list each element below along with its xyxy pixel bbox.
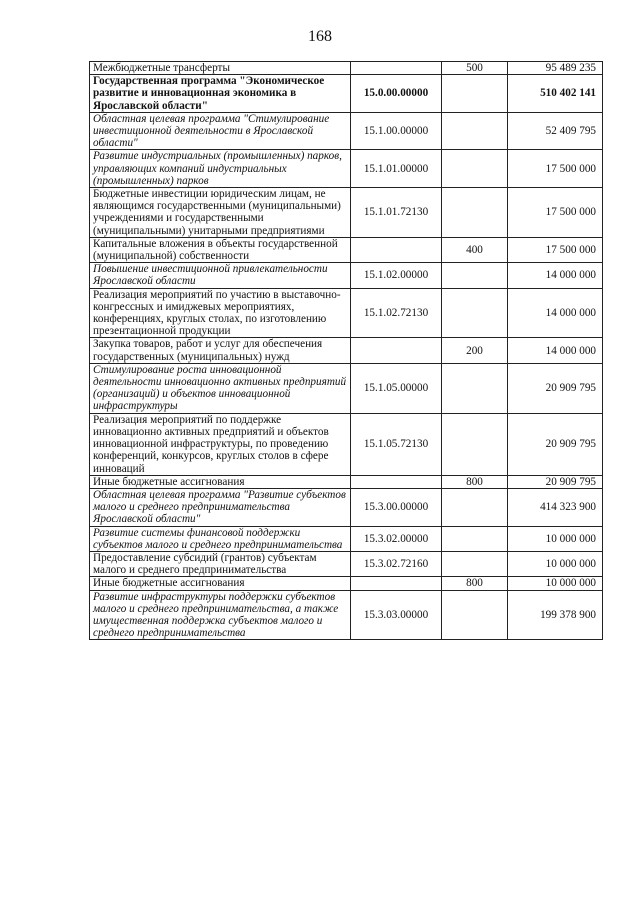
row-amount-cell: 20 909 795 [508, 475, 603, 488]
row-name-cell: Развитие системы финансовой поддержки субъектов малого и среднего предпринимательства [90, 526, 351, 551]
row-name-cell: Предоставление субсидий (грантов) субъектам малого и среднего предпринимательства [90, 551, 351, 576]
row-amount-cell: 510 402 141 [508, 75, 603, 113]
row-amount-cell: 10 000 000 [508, 577, 603, 590]
row-code-cell [351, 62, 442, 75]
row-code-cell: 15.3.02.72160 [351, 551, 442, 576]
table-row [90, 577, 603, 590]
row-amount-cell: 20 909 795 [508, 413, 603, 475]
row-name-cell: Повышение инвестиционной привлекательности Ярославской области [90, 263, 351, 288]
row-amount-cell: 414 323 900 [508, 488, 603, 526]
table-row [90, 62, 603, 75]
row-amount-cell: 199 378 900 [508, 590, 603, 640]
row-amount-cell: 10 000 000 [508, 526, 603, 551]
table-row [90, 112, 603, 150]
row-code-cell: 15.1.00.00000 [351, 112, 442, 150]
row-expense-type-cell: 400 [442, 237, 508, 262]
table-row [90, 75, 603, 113]
row-expense-type-cell [442, 75, 508, 113]
row-amount-cell: 14 000 000 [508, 338, 603, 363]
row-amount-cell: 17 500 000 [508, 150, 603, 188]
row-amount-cell: 52 409 795 [508, 112, 603, 150]
row-name-cell: Иные бюджетные ассигнования [90, 577, 351, 590]
table-row [90, 488, 603, 526]
row-amount-cell: 17 500 000 [508, 188, 603, 238]
row-expense-type-cell [442, 188, 508, 238]
row-name-cell: Закупка товаров, работ и услуг для обеспечения государственных (муниципальных) нужд [90, 338, 351, 363]
row-expense-type-cell: 800 [442, 577, 508, 590]
table-row [90, 475, 603, 488]
budget-table [89, 61, 603, 640]
row-expense-type-cell [442, 526, 508, 551]
row-expense-type-cell [442, 363, 508, 413]
row-code-cell [351, 237, 442, 262]
table-row [90, 363, 603, 413]
row-name-cell: Областная целевая программа "Стимулирование инвестиционной деятельности в Ярославской области" [90, 112, 351, 150]
row-expense-type-cell [442, 413, 508, 475]
row-name-cell: Стимулирование роста инновационной деятельности инновационно активных предприятий (организаций) и объектов инновационной инфраструктуры [90, 363, 351, 413]
table-row [90, 551, 603, 576]
row-expense-type-cell [442, 112, 508, 150]
row-code-cell: 15.1.02.72130 [351, 288, 442, 338]
row-expense-type-cell [442, 590, 508, 640]
row-name-cell: Областная целевая программа "Развитие субъектов малого и среднего предпринимательства Ярославской области" [90, 488, 351, 526]
row-expense-type-cell [442, 288, 508, 338]
table-row [90, 188, 603, 238]
row-amount-cell: 10 000 000 [508, 551, 603, 576]
row-name-cell: Развитие индустриальных (промышленных) парков, управляющих компаний индустриальных (промышленных) парков [90, 150, 351, 188]
table-row [90, 338, 603, 363]
row-code-cell: 15.1.05.72130 [351, 413, 442, 475]
table-row [90, 526, 603, 551]
row-amount-cell: 20 909 795 [508, 363, 603, 413]
row-expense-type-cell [442, 488, 508, 526]
table-row [90, 590, 603, 640]
row-code-cell: 15.1.05.00000 [351, 363, 442, 413]
table-row [90, 263, 603, 288]
row-code-cell: 15.0.00.00000 [351, 75, 442, 113]
page-number: 168 [308, 28, 332, 45]
table-row [90, 413, 603, 475]
row-code-cell [351, 475, 442, 488]
row-expense-type-cell: 500 [442, 62, 508, 75]
row-amount-cell: 14 000 000 [508, 263, 603, 288]
row-name-cell: Капитальные вложения в объекты государственной (муниципальной) собственности [90, 237, 351, 262]
row-code-cell: 15.1.01.72130 [351, 188, 442, 238]
row-name-cell: Государственная программа "Экономическое развитие и инновационная экономика в Ярославской области" [90, 75, 351, 113]
row-name-cell: Реализация мероприятий по участию в выставочно-конгрессных и имиджевых мероприятиях, конференциях, круглых столах, по изготовлению презентационной продукции [90, 288, 351, 338]
row-code-cell [351, 577, 442, 590]
row-amount-cell: 14 000 000 [508, 288, 603, 338]
budget-table-body [90, 62, 603, 640]
row-name-cell: Развитие инфраструктуры поддержки субъектов малого и среднего предпринимательства, а также имущественная поддержка субъектов малого и среднего предпринимательства [90, 590, 351, 640]
row-code-cell: 15.1.01.00000 [351, 150, 442, 188]
row-expense-type-cell [442, 551, 508, 576]
row-code-cell: 15.3.02.00000 [351, 526, 442, 551]
row-code-cell: 15.1.02.00000 [351, 263, 442, 288]
table-row [90, 150, 603, 188]
table-row [90, 288, 603, 338]
row-expense-type-cell: 800 [442, 475, 508, 488]
row-expense-type-cell: 200 [442, 338, 508, 363]
row-name-cell: Иные бюджетные ассигнования [90, 475, 351, 488]
row-name-cell: Бюджетные инвестиции юридическим лицам, не являющимся государственными (муниципальными) учреждениями и государственными (муниципальными) унитарными предприятиями [90, 188, 351, 238]
row-code-cell [351, 338, 442, 363]
row-name-cell: Реализация мероприятий по поддержке инновационно активных предприятий и объектов инновационной инфраструктуры, по проведению конференций, конкурсов, круглых столов в сфере инноваций [90, 413, 351, 475]
row-name-cell: Межбюджетные трансферты [90, 62, 351, 75]
row-amount-cell: 95 489 235 [508, 62, 603, 75]
row-code-cell: 15.3.03.00000 [351, 590, 442, 640]
row-expense-type-cell [442, 150, 508, 188]
table-row [90, 237, 603, 262]
row-amount-cell: 17 500 000 [508, 237, 603, 262]
row-code-cell: 15.3.00.00000 [351, 488, 442, 526]
row-expense-type-cell [442, 263, 508, 288]
